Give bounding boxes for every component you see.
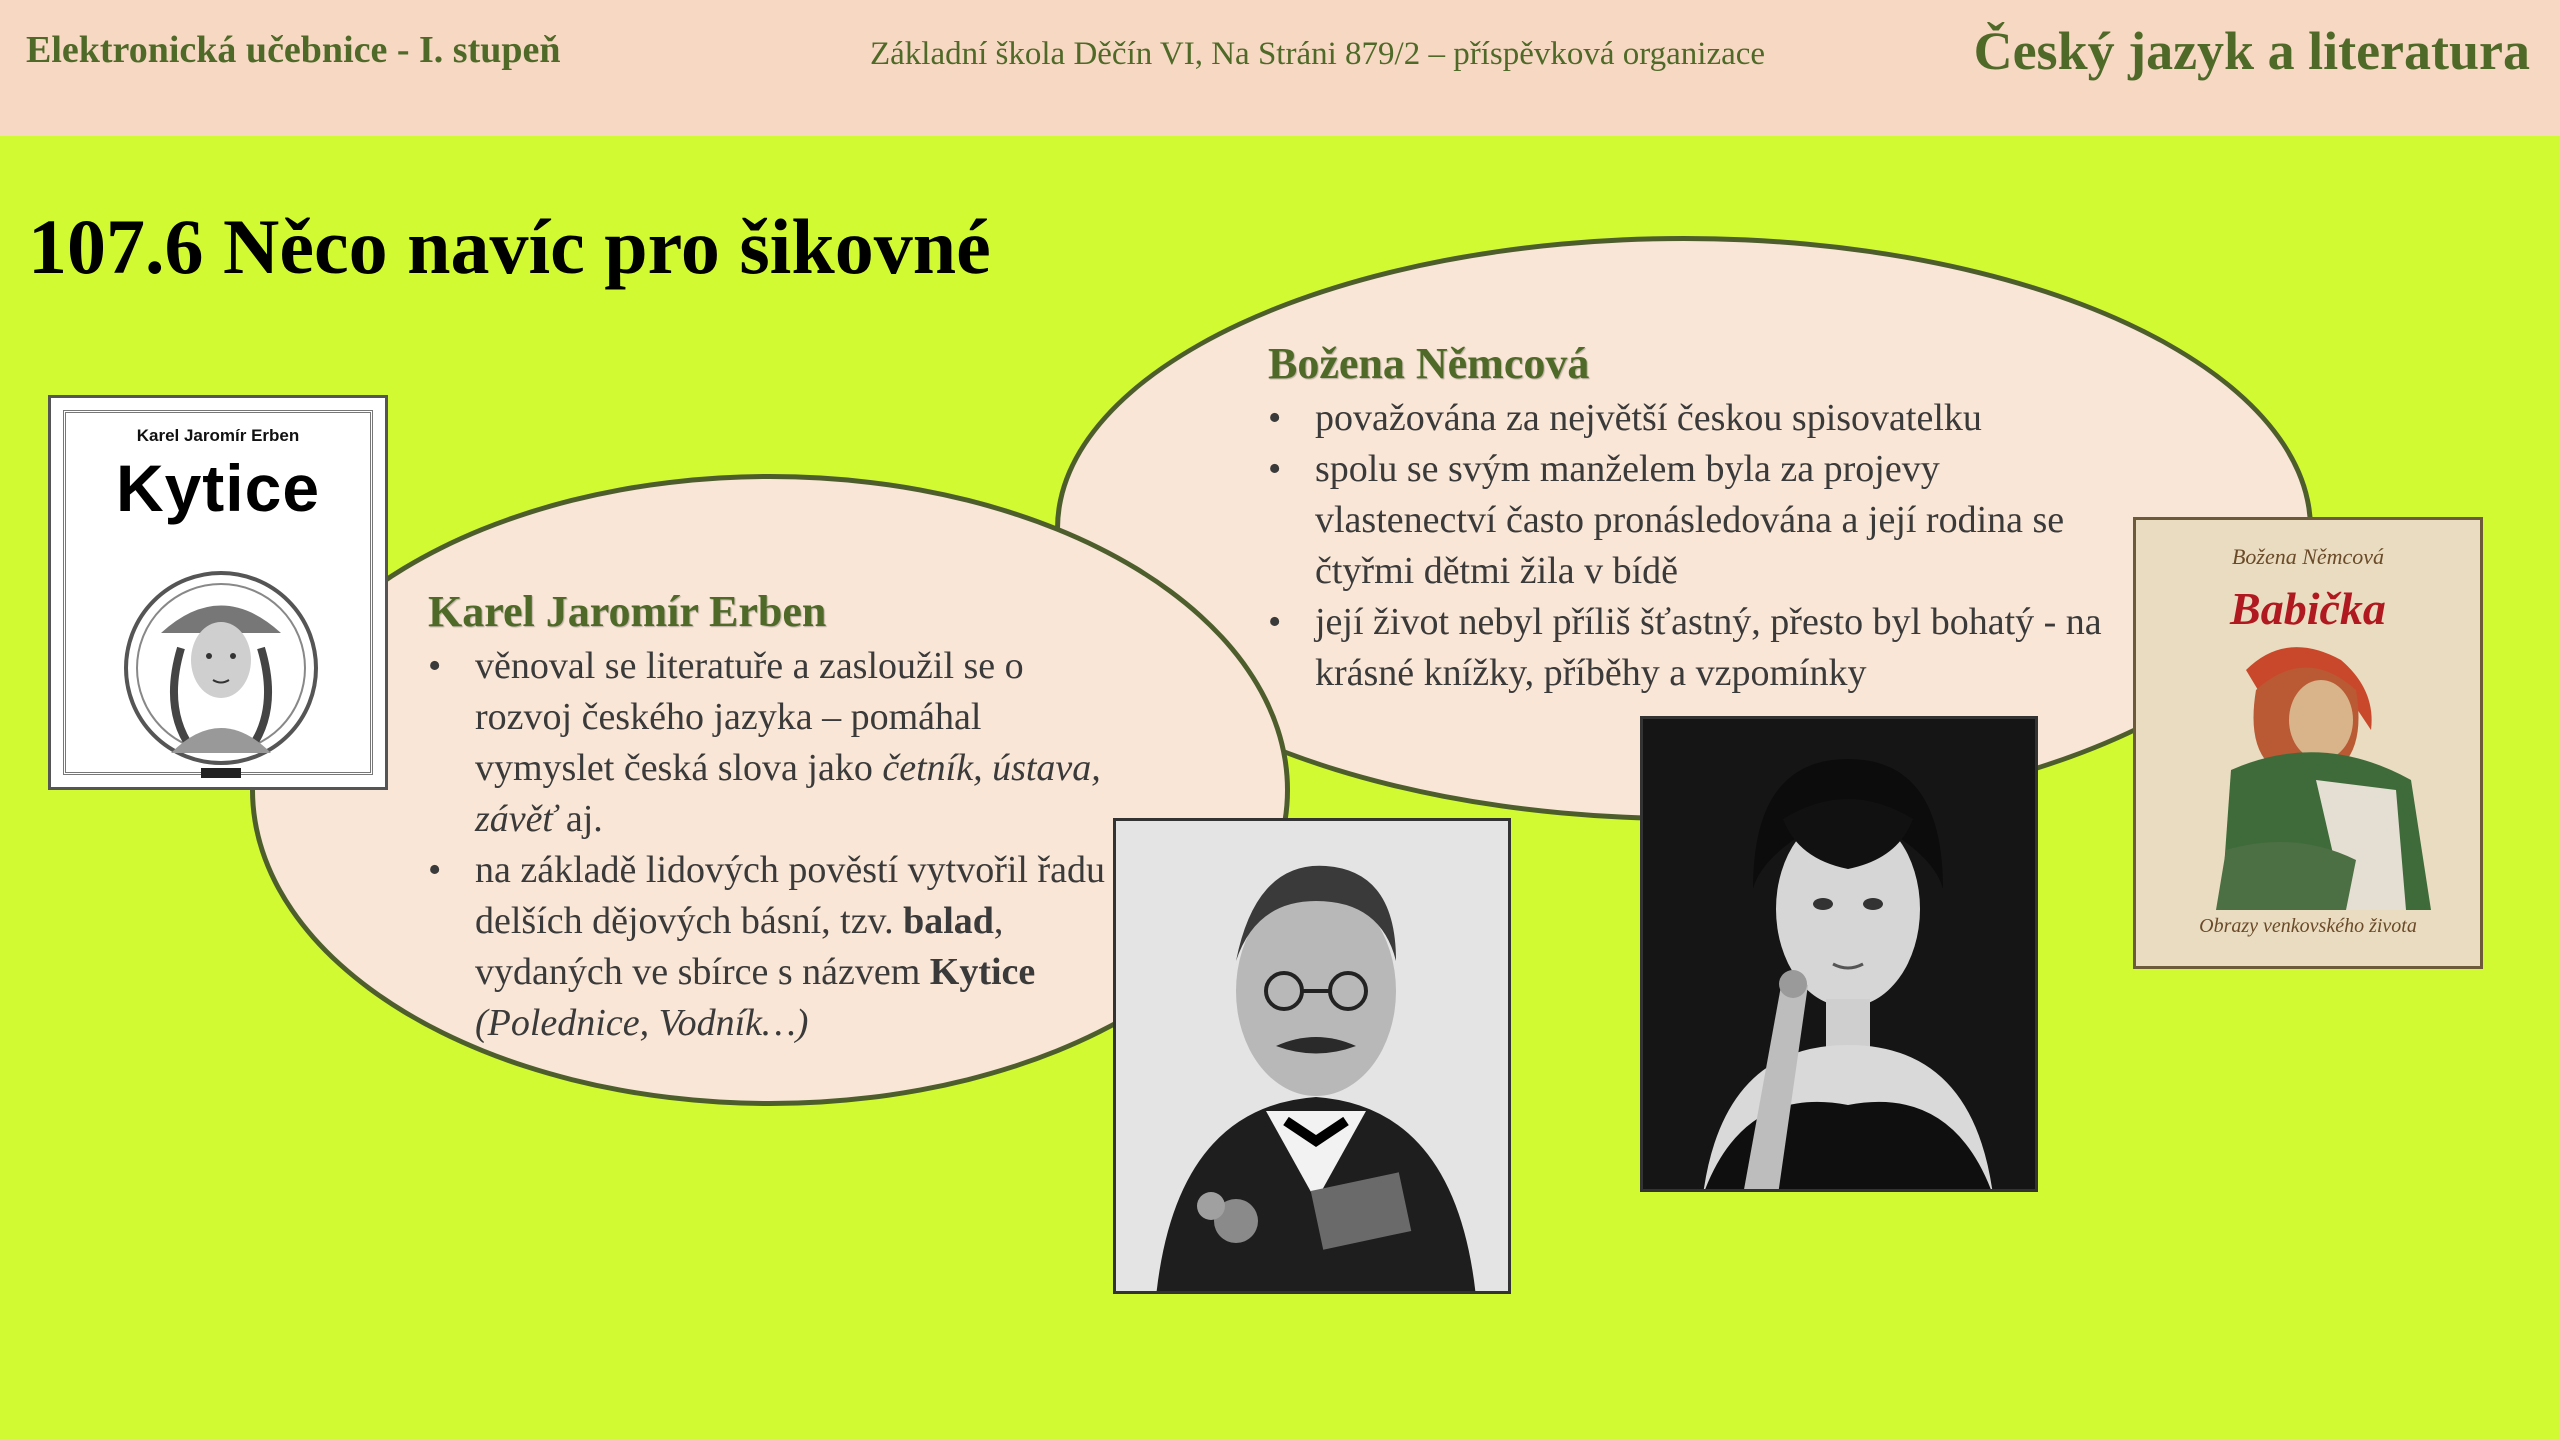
textbook-label: Elektronická učebnice - I. stupeň: [26, 29, 561, 71]
babicka-cover-title: Babička: [2230, 583, 2386, 634]
subject-title: Český jazyk a literatura: [1973, 21, 2530, 81]
erben-bullet-list: [428, 641, 1108, 1049]
erben-bullet-1: • věnoval se literatuře a zasloužil se o rozvoj českého jazyka – pomáhal vymyslet česká slova jako četník, ústava, závěť aj.: [428, 641, 1108, 845]
kytice-cover-title: Kytice: [115, 451, 321, 525]
girl-illustration-icon: [51, 398, 388, 790]
babicka-cover-subtitle: Obrazy venkovského života: [2199, 915, 2417, 937]
page-title: 107.6 Něco navíc pro šikovné: [28, 203, 991, 290]
header-bar: [0, 0, 2560, 136]
nemcova-bullet-3: • její život nebyl příliš šťastný, přesto byl bohatý - na krásné knížky, příběhy a vzpomínky: [1268, 597, 2115, 699]
school-name: Základní škola Děčín VI, Na Stráni 879/2 – příspěvková organizace: [870, 36, 1766, 72]
nemcova-bullet-2: • spolu se svým manželem byla za projevy vlastenectví často pronásledována a její rodina se čtyřmi dětmi žila v bídě: [1268, 444, 2115, 597]
nemcova-portrait: [1640, 716, 2038, 1192]
erben-name: Karel Jaromír Erben: [428, 587, 827, 636]
babicka-book-cover: [2133, 517, 2483, 969]
kytice-cover-author: Karel Jaromír Erben: [136, 426, 300, 445]
nemcova-bullet-list: [1268, 393, 2108, 699]
nemcova-name: Božena Němcová: [1268, 339, 1590, 388]
nemcova-bullet-1: • považována za největší českou spisovatelku: [1268, 393, 2115, 444]
woman-portrait-icon: [1643, 719, 2038, 1192]
kytice-book-cover: [48, 395, 388, 790]
babicka-cover-author: Božena Němcová: [2231, 544, 2385, 569]
man-portrait-icon: [1116, 821, 1511, 1294]
erben-portrait: [1113, 818, 1511, 1294]
erben-bullet-2: • na základě lidových pověstí vytvořil řadu delších dějových básní, tzv. balad, vydaných ve sbírce s názvem Kytice (Polednice, Vodník…): [428, 845, 1108, 1049]
nemcova-text: [1268, 337, 2108, 699]
erben-text: [428, 585, 1108, 1049]
